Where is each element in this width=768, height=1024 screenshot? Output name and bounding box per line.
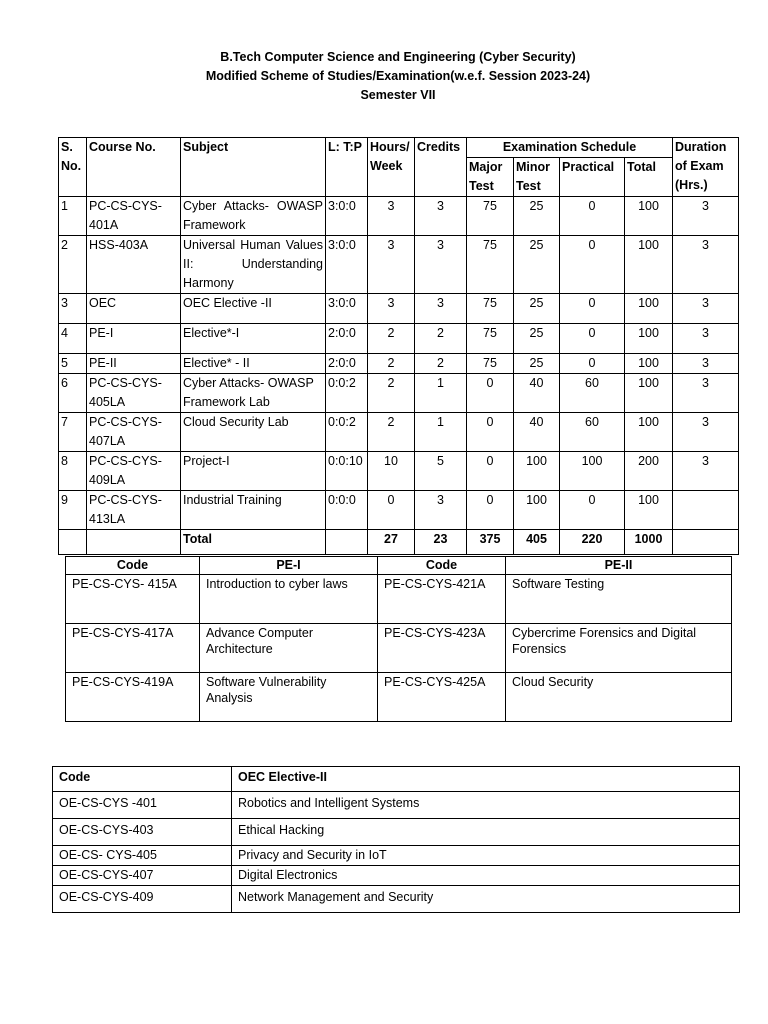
semester-title: Semester VII xyxy=(360,88,436,102)
cell-minor: 100 xyxy=(514,452,560,491)
cell-major: 0 xyxy=(467,491,514,530)
cell-major: 75 xyxy=(467,354,514,374)
total-credits: 23 xyxy=(415,530,467,555)
oec-code: OE-CS-CYS-403 xyxy=(53,819,232,846)
cell-sno: 7 xyxy=(59,413,87,452)
pe-header-pe2: PE-II xyxy=(506,557,732,575)
cell-sno: 6 xyxy=(59,374,87,413)
header-course: Course No. xyxy=(87,138,181,197)
pe-electives-table xyxy=(65,556,732,722)
scheme-title: Modified Scheme of Studies/Examination(w.e.f. Session 2023-24) xyxy=(205,69,591,83)
pe2-code: PE-CS-CYS-421A xyxy=(378,575,506,624)
scheme-table xyxy=(58,137,739,555)
header-hours: Hours/ Week xyxy=(368,138,415,197)
table-row xyxy=(53,819,740,846)
cell-total: 100 xyxy=(625,491,673,530)
header-practical: Practical xyxy=(560,158,625,197)
cell-course: OEC xyxy=(87,294,181,324)
pe2-code: PE-CS-CYS-425A xyxy=(378,673,506,722)
cell-sno: 4 xyxy=(59,324,87,354)
pe1-code: PE-CS-CYS- 415A xyxy=(66,575,200,624)
cell-sno: 3 xyxy=(59,294,87,324)
cell-ltp: 0:0:10 xyxy=(326,452,368,491)
cell-practical: 0 xyxy=(560,294,625,324)
cell-practical: 0 xyxy=(560,324,625,354)
oec-name: Digital Electronics xyxy=(232,866,740,886)
pe-header-code1: Code xyxy=(66,557,200,575)
cell-ltp: 0:0:2 xyxy=(326,413,368,452)
cell-ltp: 2:0:0 xyxy=(326,324,368,354)
table-row xyxy=(53,846,740,866)
oec-header-code: Code xyxy=(53,767,232,792)
cell-ltp: 3:0:0 xyxy=(326,197,368,236)
header-sno: S. No. xyxy=(59,138,87,197)
cell-ltp: 3:0:0 xyxy=(326,294,368,324)
cell-minor: 40 xyxy=(514,374,560,413)
table-row xyxy=(59,236,739,294)
cell-hours: 2 xyxy=(368,413,415,452)
cell-duration: 3 xyxy=(673,354,739,374)
table-row xyxy=(59,374,739,413)
cell-duration: 3 xyxy=(673,374,739,413)
cell-credits: 2 xyxy=(415,324,467,354)
oec-code: OE-CS- CYS-405 xyxy=(53,846,232,866)
header-major: Major Test xyxy=(467,158,514,197)
table-row xyxy=(66,624,732,673)
cell-duration: 3 xyxy=(673,197,739,236)
cell-subject: Project-I xyxy=(181,452,326,491)
pe1-name: Advance Computer Architecture xyxy=(200,624,378,673)
cell-total: 100 xyxy=(625,324,673,354)
cell-practical: 0 xyxy=(560,236,625,294)
cell-minor: 25 xyxy=(514,354,560,374)
cell-practical: 60 xyxy=(560,413,625,452)
document-header xyxy=(0,48,768,105)
oec-name: Ethical Hacking xyxy=(232,819,740,846)
pe1-code: PE-CS-CYS-419A xyxy=(66,673,200,722)
oec-header-name: OEC Elective-II xyxy=(232,767,740,792)
table-row xyxy=(53,866,740,886)
table-row xyxy=(53,886,740,913)
cell-total: 100 xyxy=(625,374,673,413)
oec-code: OE-CS-CYS-407 xyxy=(53,866,232,886)
pe2-name: Cybercrime Forensics and Digital Forensics xyxy=(506,624,732,673)
cell-minor: 25 xyxy=(514,324,560,354)
header-exam-schedule: Examination Schedule xyxy=(467,138,673,158)
cell-practical: 60 xyxy=(560,374,625,413)
cell-empty xyxy=(87,530,181,555)
header-credits: Credits xyxy=(415,138,467,197)
cell-minor: 25 xyxy=(514,236,560,294)
oec-electives-table xyxy=(52,766,740,913)
pe2-name: Software Testing xyxy=(506,575,732,624)
cell-ltp: 3:0:0 xyxy=(326,236,368,294)
table-row xyxy=(66,673,732,722)
cell-course: PE-I xyxy=(87,324,181,354)
cell-credits: 1 xyxy=(415,413,467,452)
cell-credits: 3 xyxy=(415,294,467,324)
cell-credits: 2 xyxy=(415,354,467,374)
cell-empty xyxy=(326,530,368,555)
header-duration: Duration of Exam (Hrs.) xyxy=(673,138,739,197)
pe1-name: Introduction to cyber laws xyxy=(200,575,378,624)
cell-major: 75 xyxy=(467,324,514,354)
cell-practical: 0 xyxy=(560,491,625,530)
cell-subject: Cloud Security Lab xyxy=(181,413,326,452)
table-row xyxy=(66,575,732,624)
oec-name: Privacy and Security in IoT xyxy=(232,846,740,866)
cell-total: 100 xyxy=(625,354,673,374)
oec-code: OE-CS-CYS -401 xyxy=(53,792,232,819)
cell-duration: 3 xyxy=(673,413,739,452)
cell-minor: 25 xyxy=(514,197,560,236)
cell-hours: 10 xyxy=(368,452,415,491)
cell-course: PC-CS-CYS-409LA xyxy=(87,452,181,491)
oec-name: Robotics and Intelligent Systems xyxy=(232,792,740,819)
cell-minor: 25 xyxy=(514,294,560,324)
cell-duration: 3 xyxy=(673,236,739,294)
cell-hours: 0 xyxy=(368,491,415,530)
cell-practical: 0 xyxy=(560,354,625,374)
total-row xyxy=(59,530,739,555)
cell-major: 0 xyxy=(467,374,514,413)
cell-subject: OEC Elective -II xyxy=(181,294,326,324)
cell-credits: 3 xyxy=(415,236,467,294)
cell-minor: 100 xyxy=(514,491,560,530)
cell-ltp: 0:0:0 xyxy=(326,491,368,530)
cell-subject: Elective* - II xyxy=(181,354,326,374)
cell-major: 0 xyxy=(467,452,514,491)
cell-hours: 2 xyxy=(368,374,415,413)
cell-minor: 40 xyxy=(514,413,560,452)
pe2-code: PE-CS-CYS-423A xyxy=(378,624,506,673)
cell-subject: Cyber Attacks- OWASP Framework Lab xyxy=(181,374,326,413)
total-minor: 405 xyxy=(514,530,560,555)
table-row xyxy=(59,197,739,236)
cell-hours: 2 xyxy=(368,354,415,374)
table-row xyxy=(59,413,739,452)
pe1-name: Software Vulnerability Analysis xyxy=(200,673,378,722)
total-label: Total xyxy=(181,530,326,555)
cell-credits: 3 xyxy=(415,197,467,236)
pe-header-code2: Code xyxy=(378,557,506,575)
cell-sno: 5 xyxy=(59,354,87,374)
cell-total: 100 xyxy=(625,236,673,294)
oec-name: Network Management and Security xyxy=(232,886,740,913)
cell-major: 0 xyxy=(467,413,514,452)
cell-hours: 3 xyxy=(368,294,415,324)
cell-total: 100 xyxy=(625,413,673,452)
table-row xyxy=(59,491,739,530)
cell-empty xyxy=(673,530,739,555)
program-title: B.Tech Computer Science and Engineering (Cyber Security) xyxy=(220,50,576,64)
cell-subject: Elective*-I xyxy=(181,324,326,354)
cell-major: 75 xyxy=(467,197,514,236)
cell-course: PE-II xyxy=(87,354,181,374)
total-major: 375 xyxy=(467,530,514,555)
pe2-name: Cloud Security xyxy=(506,673,732,722)
cell-total: 100 xyxy=(625,294,673,324)
cell-course: PC-CS-CYS-407LA xyxy=(87,413,181,452)
oec-code: OE-CS-CYS-409 xyxy=(53,886,232,913)
cell-credits: 3 xyxy=(415,491,467,530)
cell-sno: 2 xyxy=(59,236,87,294)
cell-subject: Industrial Training xyxy=(181,491,326,530)
table-row xyxy=(59,452,739,491)
cell-hours: 2 xyxy=(368,324,415,354)
table-row xyxy=(59,354,739,374)
cell-ltp: 2:0:0 xyxy=(326,354,368,374)
cell-sno: 8 xyxy=(59,452,87,491)
cell-duration xyxy=(673,491,739,530)
table-row xyxy=(59,324,739,354)
cell-major: 75 xyxy=(467,236,514,294)
cell-total: 100 xyxy=(625,197,673,236)
cell-empty xyxy=(59,530,87,555)
header-subject: Subject xyxy=(181,138,326,197)
cell-total: 200 xyxy=(625,452,673,491)
cell-practical: 100 xyxy=(560,452,625,491)
cell-hours: 3 xyxy=(368,197,415,236)
cell-credits: 1 xyxy=(415,374,467,413)
table-row xyxy=(53,792,740,819)
pe-header-pe1: PE-I xyxy=(200,557,378,575)
cell-duration: 3 xyxy=(673,294,739,324)
cell-credits: 5 xyxy=(415,452,467,491)
cell-subject: Universal Human Values II: Understanding Harmony xyxy=(181,236,326,294)
cell-course: PC-CS-CYS-413LA xyxy=(87,491,181,530)
header-minor: Minor Test xyxy=(514,158,560,197)
cell-sno: 1 xyxy=(59,197,87,236)
cell-duration: 3 xyxy=(673,452,739,491)
cell-sno: 9 xyxy=(59,491,87,530)
cell-course: HSS-403A xyxy=(87,236,181,294)
table-row xyxy=(59,294,739,324)
header-total: Total xyxy=(625,158,673,197)
cell-course: PC-CS-CYS-405LA xyxy=(87,374,181,413)
cell-practical: 0 xyxy=(560,197,625,236)
cell-subject: Cyber Attacks- OWASP Framework xyxy=(181,197,326,236)
header-ltp: L: T:P xyxy=(326,138,368,197)
cell-ltp: 0:0:2 xyxy=(326,374,368,413)
cell-major: 75 xyxy=(467,294,514,324)
pe1-code: PE-CS-CYS-417A xyxy=(66,624,200,673)
cell-duration: 3 xyxy=(673,324,739,354)
total-total: 1000 xyxy=(625,530,673,555)
total-hours: 27 xyxy=(368,530,415,555)
cell-course: PC-CS-CYS-401A xyxy=(87,197,181,236)
total-practical: 220 xyxy=(560,530,625,555)
cell-hours: 3 xyxy=(368,236,415,294)
